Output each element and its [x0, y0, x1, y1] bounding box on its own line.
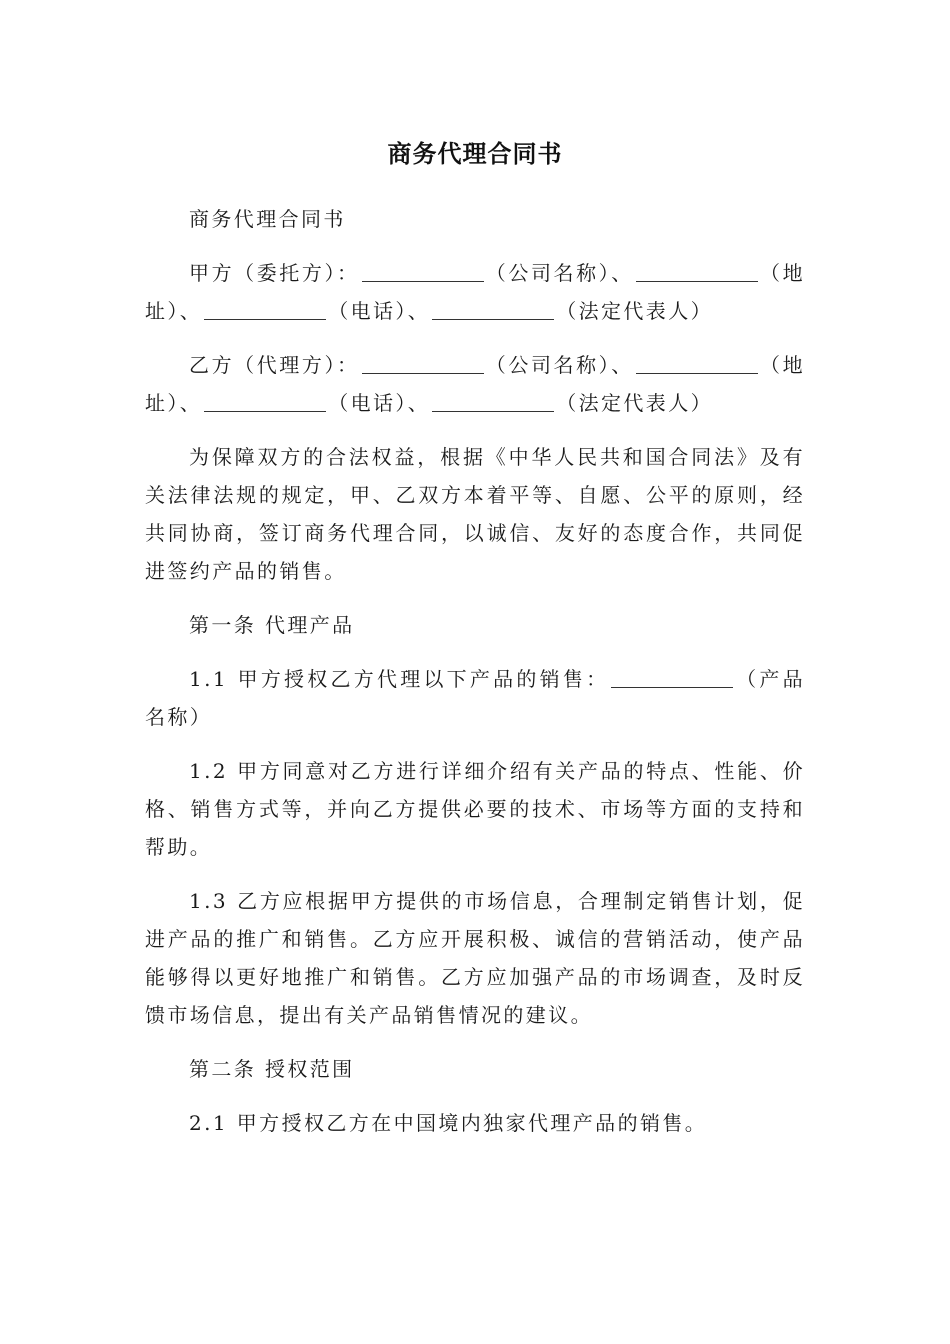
party-a-address-blank[interactable] — [636, 259, 758, 282]
product-name-blank[interactable] — [611, 665, 733, 688]
subtitle-paragraph: 商务代理合同书 — [189, 207, 346, 231]
party-a-phone-blank[interactable] — [204, 297, 326, 320]
party-b-phone-blank[interactable] — [204, 389, 326, 412]
party-b-rep-label: （法定代表人） — [556, 391, 714, 415]
intro-paragraph: 为保障双方的合法权益，根据《中华人民共和国合同法》及有关法律法规的规定，甲、乙双方本着平等、自愿、公平的原则，经共同协商，签订商务代理合同，以诚信、友好的态度合作，共同促进签约产品的销售。 — [145, 445, 805, 583]
party-a-phone-label: （电话）、 — [328, 299, 431, 323]
party-a-paragraph — [145, 254, 805, 330]
party-b-company-label: （公司名称）、 — [485, 353, 634, 377]
document-title: 商务代理合同书 — [387, 140, 563, 168]
party-b-paragraph — [145, 346, 805, 422]
party-a-address-label: （地址）、 — [145, 261, 805, 323]
party-b-company-blank[interactable] — [362, 351, 484, 374]
clause-1-1 — [145, 660, 805, 736]
clause-1-1-prefix: 1.1 甲方授权乙方代理以下产品的销售： — [189, 667, 610, 691]
party-a-rep-blank[interactable] — [432, 297, 554, 320]
party-a-company-blank[interactable] — [362, 259, 484, 282]
party-a-rep-label: （法定代表人） — [556, 299, 714, 323]
document-body — [145, 200, 805, 1158]
party-b-address-blank[interactable] — [636, 351, 758, 374]
article-2-title: 第二条 授权范围 — [189, 1057, 355, 1081]
party-b-rep-blank[interactable] — [432, 389, 554, 412]
clause-1-2: 1.2 甲方同意对乙方进行详细介绍有关产品的特点、性能、价格、销售方式等，并向乙方提供必要的技术、市场等方面的支持和帮助。 — [145, 759, 805, 859]
clause-1-1-suffix: （产品名称） — [145, 667, 805, 729]
party-b-address-label: （地址）、 — [145, 353, 805, 415]
article-1-title: 第一条 代理产品 — [189, 613, 355, 637]
party-b-label: 乙方（代理方）： — [189, 353, 360, 377]
clause-2-1: 2.1 甲方授权乙方在中国境内独家代理产品的销售。 — [189, 1111, 708, 1135]
party-b-phone-label: （电话）、 — [328, 391, 431, 415]
party-a-company-label: （公司名称）、 — [485, 261, 634, 285]
party-a-label: 甲方（委托方）： — [189, 261, 360, 285]
clause-1-3: 1.3 乙方应根据甲方提供的市场信息，合理制定销售计划，促进产品的推广和销售。乙方应开展积极、诚信的营销活动，使产品能够得以更好地推广和销售。乙方应加强产品的市场调查，及时反馈市场信息，提出有关产品销售情况的建议。 — [145, 889, 805, 1027]
